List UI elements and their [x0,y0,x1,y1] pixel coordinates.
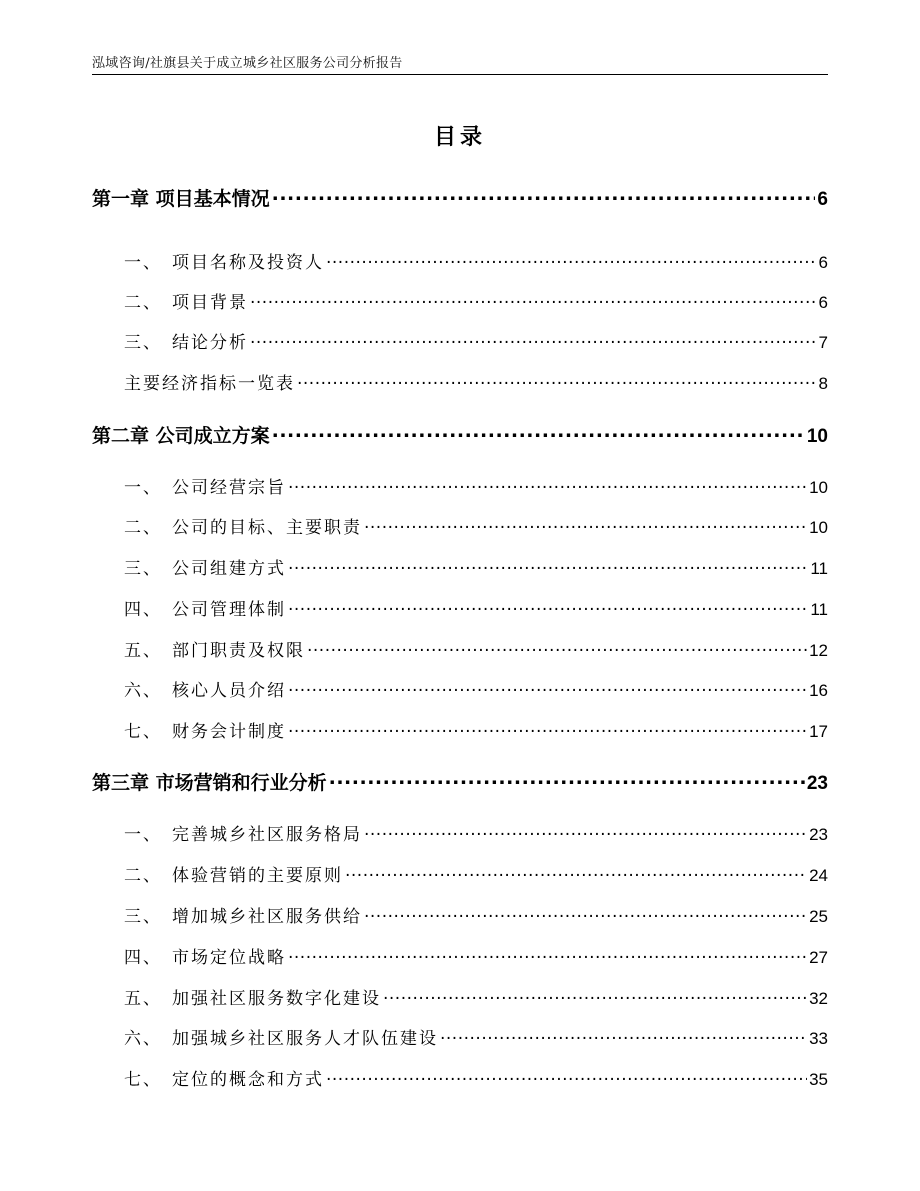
toc-page-number: 8 [818,374,828,393]
toc-leader-dots [440,1027,807,1044]
toc-page-number: 35 [809,1070,828,1089]
toc-leader-dots [364,823,807,840]
toc-page-number: 12 [809,641,828,660]
toc-page-number: 11 [810,600,828,619]
toc-page-number: 10 [806,426,828,447]
toc-leader-dots [297,372,817,389]
toc-section-prefix: 三、 [124,333,162,353]
toc-section-label: 定位的概念和方式 [172,1070,324,1090]
toc-section-label: 完善城乡社区服务格局 [172,825,362,845]
toc-section-label: 主要经济指标一览表 [124,374,295,394]
toc-section-prefix: 二、 [124,518,162,538]
toc-section-prefix: 三、 [124,907,162,927]
toc-section[interactable] [124,861,828,886]
header-rule [92,74,828,75]
toc-section-label: 项目背景 [172,293,248,313]
toc-page-number: 6 [817,189,828,210]
toc-page-number: 10 [809,518,828,537]
toc-section[interactable] [124,820,828,845]
toc-leader-dots [250,331,817,348]
toc-section[interactable] [124,369,828,394]
toc-section[interactable] [124,288,828,313]
toc-chapter-3[interactable] [92,768,828,795]
toc-chapter-label: 第二章 公司成立方案 [92,425,270,447]
toc-leader-dots [272,186,816,205]
toc-section-prefix: 五、 [124,641,162,661]
running-header: 泓域咨询/社旗县关于成立城乡社区服务公司分析报告 [92,56,403,71]
toc-section-prefix: 五、 [124,989,162,1009]
toc-section-label: 公司组建方式 [172,559,286,579]
toc-page-number: 6 [818,293,828,312]
toc-section-label: 结论分析 [172,333,248,353]
toc-section[interactable] [124,1024,828,1049]
toc-page-number: 23 [809,825,828,844]
toc-section-label: 增加城乡社区服务供给 [172,907,362,927]
toc-section-label: 体验营销的主要原则 [172,866,343,886]
toc-section[interactable] [124,902,828,927]
toc-chapter-label: 第三章 市场营销和行业分析 [92,772,327,794]
toc-title: 目录 [433,125,486,150]
toc-section-label: 公司的目标、主要职责 [172,518,362,538]
toc-section[interactable] [124,595,828,620]
toc-leader-dots [364,905,807,922]
toc-page-number: 25 [809,907,828,926]
toc-page-number: 27 [809,948,828,967]
toc-leader-dots [326,251,817,268]
toc-page-number: 33 [809,1029,828,1048]
toc-section-label: 部门职责及权限 [172,641,305,661]
toc-section-prefix: 六、 [124,681,162,701]
toc-section-label: 核心人员介绍 [172,681,286,701]
toc-page-number: 7 [818,333,828,352]
toc-section-label: 市场定位战略 [172,948,286,968]
toc-leader-dots [326,1068,807,1085]
toc-leader-dots [307,639,807,656]
toc-leader-dots [288,598,808,615]
toc-section-prefix: 七、 [124,1070,162,1090]
toc-section-prefix: 三、 [124,559,162,579]
toc-leader-dots [288,476,807,493]
toc-section-label: 公司经营宗旨 [172,478,286,498]
toc-leader-dots [288,679,807,696]
toc-leader-dots [288,720,807,737]
toc-leader-dots [329,770,805,789]
toc-section[interactable] [124,1065,828,1090]
toc-section-prefix: 六、 [124,1029,162,1049]
toc-section[interactable] [124,943,828,968]
toc-section-prefix: 二、 [124,293,162,313]
toc-section[interactable] [124,984,828,1009]
toc-section[interactable] [124,248,828,273]
toc-leader-dots [272,423,805,442]
toc-leader-dots [345,864,807,881]
toc-leader-dots [364,516,807,533]
toc-section-prefix: 四、 [124,600,162,620]
toc-leader-dots [288,946,807,963]
toc-section[interactable] [124,676,828,701]
toc-page-number: 32 [809,989,828,1008]
toc-page-number: 16 [809,681,828,700]
toc-chapter-1[interactable] [92,184,828,211]
toc-chapter-2[interactable] [92,421,828,448]
toc-section-prefix: 七、 [124,722,162,742]
toc-section[interactable] [124,473,828,498]
toc-section-label: 加强社区服务数字化建设 [172,989,381,1009]
toc-section-label: 加强城乡社区服务人才队伍建设 [172,1029,438,1049]
toc-section[interactable] [124,328,828,353]
toc-page-number: 23 [806,773,828,794]
toc-page-number: 24 [809,866,828,885]
toc-section-prefix: 二、 [124,866,162,886]
toc-section[interactable] [124,513,828,538]
toc-page-number: 6 [818,253,828,272]
toc-section-prefix: 四、 [124,948,162,968]
toc-page-number: 17 [809,722,828,741]
toc-section-prefix: 一、 [124,253,162,273]
toc-section-label: 公司管理体制 [172,600,286,620]
toc-section-prefix: 一、 [124,478,162,498]
toc-section-label: 财务会计制度 [172,722,286,742]
toc-section[interactable] [124,554,828,579]
toc-leader-dots [250,291,817,308]
toc-section[interactable] [124,636,828,661]
toc-leader-dots [288,557,808,574]
toc-section-label: 项目名称及投资人 [172,253,324,273]
toc-leader-dots [383,987,807,1004]
toc-chapter-label: 第一章 项目基本情况 [92,188,270,210]
toc-page-number: 10 [809,478,828,497]
toc-page-number: 11 [810,559,828,578]
toc-section[interactable] [124,717,828,742]
toc-section-prefix: 一、 [124,825,162,845]
